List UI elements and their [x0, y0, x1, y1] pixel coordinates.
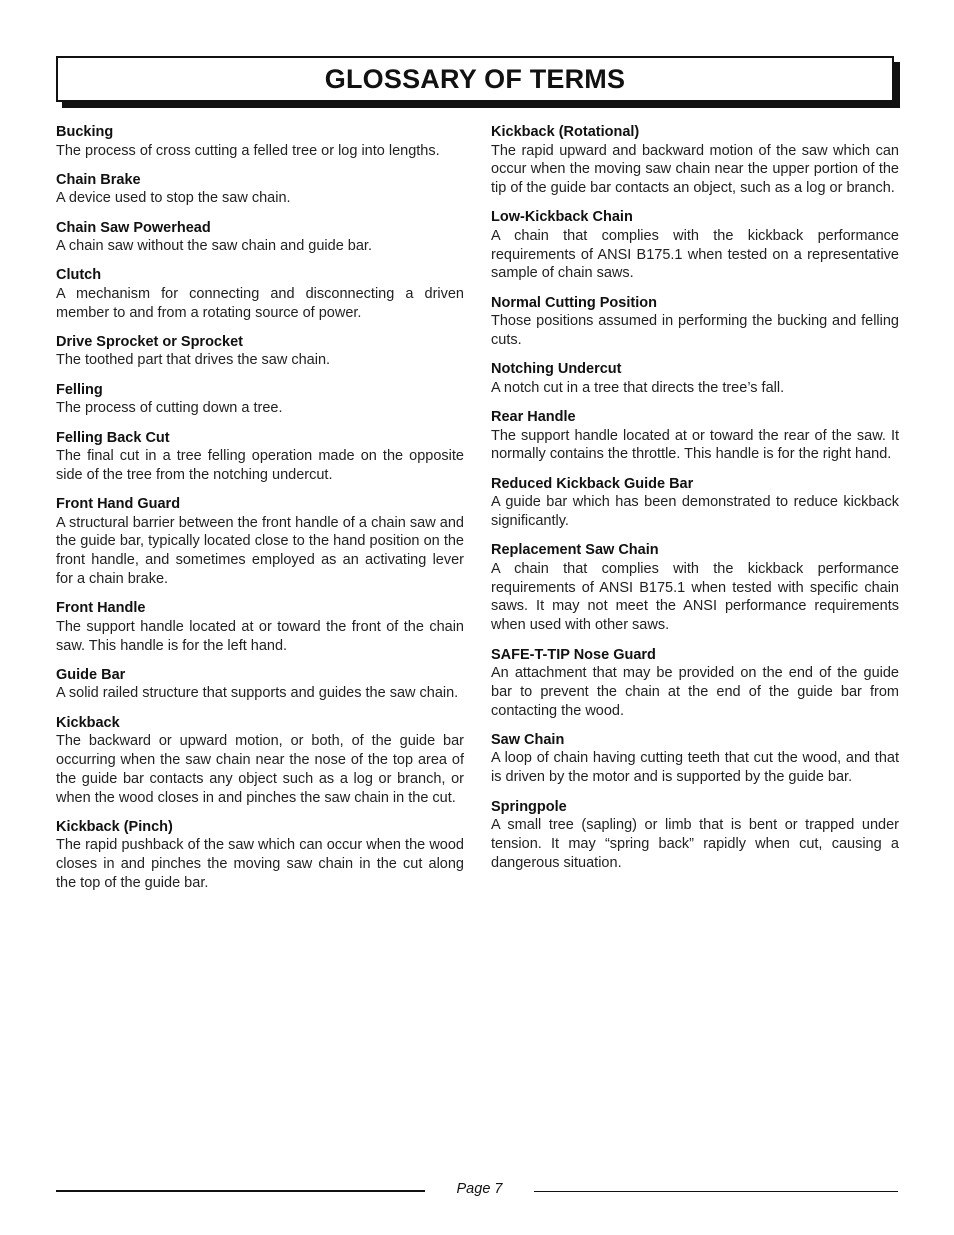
glossary-entry: [56, 171, 464, 208]
glossary-definition: A device used to stop the saw chain.: [56, 190, 291, 207]
glossary-entry: [56, 666, 464, 703]
glossary-entry: [56, 495, 464, 589]
glossary-entry: [56, 818, 464, 893]
glossary-entry: [491, 208, 899, 283]
glossary-entry: [56, 266, 464, 322]
glossary-term: Normal Cutting Position: [491, 294, 657, 311]
glossary-definition: The rapid upward and backward motion of the saw which can occur when the moving saw chain near the upper portion of the tip of the guide bar contacts an object, such as a log or branch.: [491, 142, 899, 197]
glossary-term: Guide Bar: [56, 666, 126, 683]
glossary-entry: [491, 798, 899, 873]
glossary-entry: [491, 294, 899, 350]
glossary-entry: [491, 646, 899, 721]
glossary-entry: [56, 381, 464, 418]
glossary-definition: The support handle located at or toward the front of the chain saw. This handle is for the left hand.: [56, 618, 464, 654]
glossary-term: Clutch: [56, 267, 102, 284]
glossary-definition: An attachment that may be provided on the end of the guide bar to prevent the chain at the end of the guide bar from contacting the wood.: [491, 665, 899, 719]
glossary-definition: The toothed part that drives the saw chain.: [56, 352, 331, 369]
glossary-definition: A mechanism for connecting and disconnecting a driven member to and from a rotating source of power.: [56, 285, 464, 321]
glossary-term: Kickback: [56, 714, 120, 731]
glossary-term: Kickback (Pinch): [56, 818, 173, 835]
glossary-term: Reduced Kickback Guide Bar: [491, 475, 694, 492]
glossary-term: Low-Kickback Chain: [491, 209, 633, 226]
glossary-definition: A chain saw without the saw chain and guide bar.: [56, 238, 372, 255]
glossary-term: Bucking: [56, 124, 114, 140]
glossary-definition: The final cut in a tree felling operation made on the opposite side of the tree from the notching undercut.: [56, 448, 464, 483]
glossary-term: SAFE-T-TIP Nose Guard: [491, 646, 656, 663]
glossary-definition: The process of cross cutting a felled tree or log into lengths.: [56, 142, 440, 159]
glossary-definition: A chain that complies with the kickback performance requirements of ANSI B175.1 when tested with specific chain saws. It may not meet the ANSI performance requirements when used with other saws.: [491, 560, 899, 634]
footer-rule-left: [56, 1190, 425, 1192]
page-title-box: [56, 56, 894, 102]
glossary-term: Felling Back Cut: [56, 429, 170, 446]
glossary-definition: A chain that complies with the kickback performance requirements of ANSI B175.1 when tested on a representative sample of chain saws.: [491, 227, 899, 282]
glossary-definition: A solid railed structure that supports and guides the saw chain.: [56, 685, 459, 702]
glossary-definition: The rapid pushback of the saw which can occur when the wood closes in and pinches the moving saw chain in the cut along the top of the guide bar.: [56, 837, 464, 892]
glossary-term: Replacement Saw Chain: [491, 542, 659, 559]
page-title: GLOSSARY OF TERMS: [324, 63, 626, 94]
glossary-definition: A notch cut in a tree that directs the tree’s fall.: [491, 379, 785, 396]
glossary-entry: [56, 714, 464, 808]
glossary-term: Front Handle: [56, 600, 146, 617]
glossary-entry: [491, 408, 899, 464]
glossary-entry: [56, 219, 464, 256]
glossary-entry: [491, 541, 899, 635]
glossary-definition: A loop of chain having cutting teeth that cut the wood, and that is driven by the motor and is supported by the guide bar.: [491, 750, 899, 786]
glossary-entry: [56, 333, 464, 370]
glossary-term: Notching Undercut: [491, 361, 622, 378]
glossary-definition: The backward or upward motion, or both, of the guide bar occurring when the saw chain near the nose of the top area of the guide bar contacts any object such as a log or branch, or when the wood closes in and pinches the saw chain in the cut.: [56, 733, 464, 806]
glossary-term: Saw Chain: [491, 731, 565, 748]
glossary-entry: [491, 475, 899, 531]
glossary-term: Drive Sprocket or Sprocket: [56, 333, 243, 350]
glossary-entry: [491, 731, 899, 787]
glossary-term: Chain Saw Powerhead: [56, 219, 211, 236]
glossary-entry: [56, 429, 464, 485]
glossary-definition: Those positions assumed in performing the bucking and felling cuts.: [491, 313, 899, 349]
glossary-term: Kickback (Rotational): [491, 124, 640, 140]
glossary-term: Chain Brake: [56, 171, 141, 188]
glossary-term: Springpole: [491, 798, 567, 815]
glossary-definition: The support handle located at or toward the rear of the saw. It normally contains the throttle. This handle is for the right hand.: [491, 427, 899, 463]
glossary-definition: A small tree (sapling) or limb that is bent or trapped under tension. It may “spring back” rapidly when cut, causing a dangerous situation.: [491, 817, 899, 871]
glossary-definition: A structural barrier between the front handle of a chain saw and the guide bar, typically located close to the hand position on the front handle, and sometimes employed as an activating lever for a chain brake.: [56, 514, 464, 588]
glossary-term: Felling: [56, 381, 103, 398]
glossary-entry: [491, 123, 899, 198]
glossary-term: Rear Handle: [491, 409, 576, 426]
glossary-entry: [56, 123, 464, 160]
glossary-entry: [56, 599, 464, 655]
glossary-definition: The process of cutting down a tree.: [56, 400, 283, 417]
glossary-right-column: [491, 123, 899, 883]
page-number: Page 7: [456, 1181, 503, 1197]
glossary-term: Front Hand Guard: [56, 496, 181, 513]
glossary-definition: A guide bar which has been demonstrated to reduce kickback significantly.: [491, 494, 899, 530]
glossary-left-column: [56, 123, 464, 903]
glossary-entry: [491, 360, 899, 397]
footer-rule-right: [534, 1191, 898, 1192]
